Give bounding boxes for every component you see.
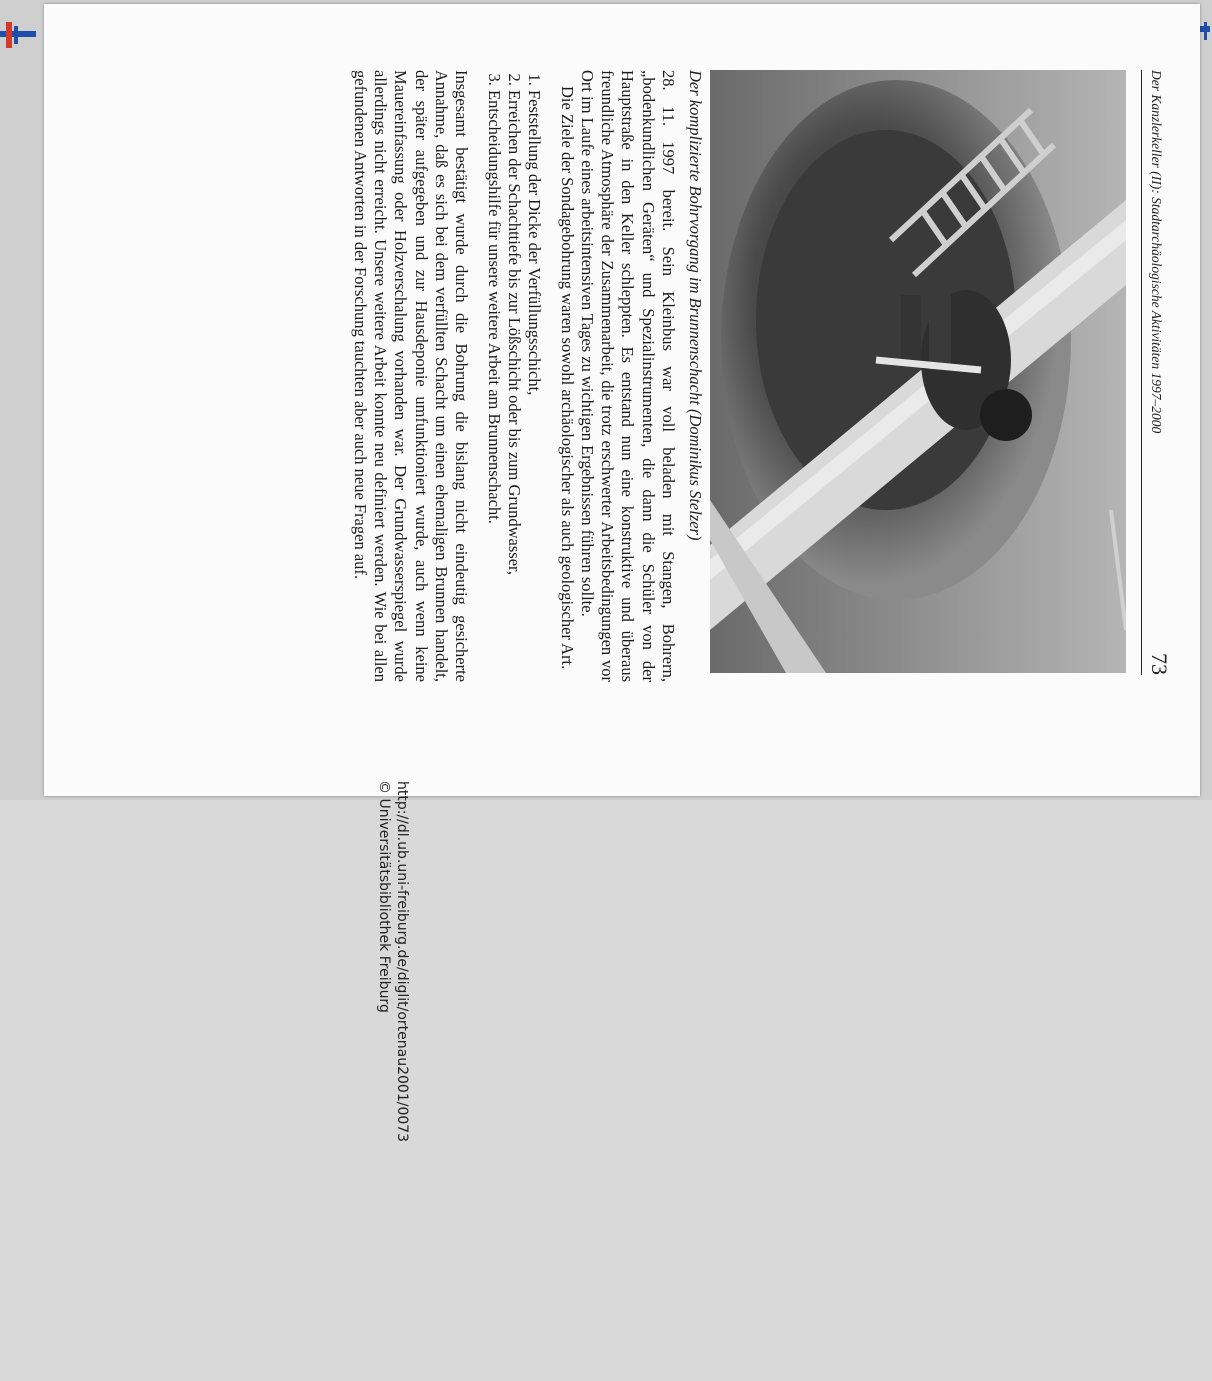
paragraph-1: 28. 11. 1997 bereit. Sein Kleinbus war voll beladen mit Stangen, Bohrern, „bodenkundlichen Geräten“ und Spezialinstrumenten, die dann die Schüler von der Hauptstraße in den Keller schleppten. Es entstand nun eine konstruktive und überaus freundliche Atmosphäre der Zusammenarbeit, die trotz erschwerter Arbeitsbedingungen vor Ort im Laufe eines arbeitsintensiven Tages zu wichtigen Ergebnissen führen sollte. bbox=[577, 70, 678, 682]
paragraph-3: Insgesamt bestätigt wurde durch die Bohrung die bislang nicht eindeutig gesicherte Annahme, daß es sich bei dem verfüllten Schacht um einen ehemaligen Brunnen handelt, der später aufgegeben und zur Hausdeponie umfunktioniert wurde, auch wenn keine Mauereinfassung oder Holzverschalung vorhanden war. Der Grundwasserspiegel wurde allerdings nicht erreicht. Unsere weitere Arbeit konnte neu definiert werden. Wie bei allen gefundenen Antworten in der Forschung tauchten aber auch neue Fragen auf. bbox=[350, 70, 472, 682]
margin-copyright-wrap bbox=[376, 780, 392, 1380]
list-item: 1. Feststellung der Dicke der Verfüllungsschicht, bbox=[524, 90, 544, 682]
page-header bbox=[1141, 70, 1174, 675]
book-page bbox=[44, 4, 1200, 796]
source-copyright: © Universitätsbibliothek Freiburg bbox=[376, 780, 392, 1013]
well-shaft-photo bbox=[710, 70, 1126, 673]
page-number: 73 bbox=[1147, 653, 1172, 675]
scan-target-mark bbox=[0, 22, 36, 48]
margin-source bbox=[394, 781, 410, 1381]
source-url[interactable]: http://dl.ub.uni-freiburg.de/diglit/ortenau2001/0073 bbox=[394, 781, 410, 1143]
photo-illustration bbox=[710, 70, 1126, 673]
rotated-page-content bbox=[44, 4, 1200, 796]
body-text bbox=[298, 70, 678, 682]
figure-caption: Der komplizierte Bohrvorgang im Brunnenschacht (Dominikus Stelzer) bbox=[686, 70, 705, 541]
goals-list bbox=[483, 70, 544, 682]
paragraph-2: Die Ziele der Sondagebohrung waren sowohl archäologischer als auch geologischer Art. bbox=[557, 86, 577, 670]
running-title: Der Kanzlerkeller (II): Stadtarchäologische Aktivitäten 1997–2000 bbox=[1149, 70, 1164, 434]
list-item: 3. Entscheidungshilfe für unsere weitere Arbeit am Brunnenschacht. bbox=[483, 90, 503, 682]
list-item: 2. Erreichen der Schachttiefe bis zur Lößschicht oder bis zum Grundwasser, bbox=[504, 90, 524, 682]
